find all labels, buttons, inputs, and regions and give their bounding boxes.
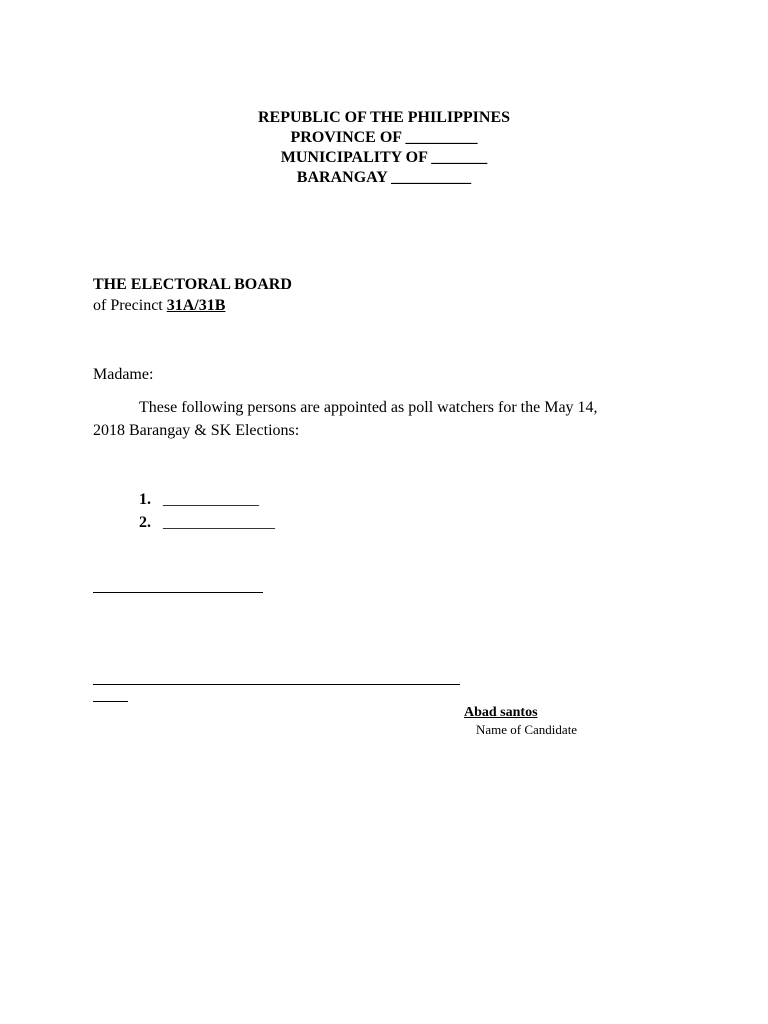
header-republic: REPUBLIC OF THE PHILIPPINES [257,109,511,126]
watcher-blank: ______________ [163,514,275,531]
candidate-caption: Name of Candidate [476,722,578,737]
header-barangay: BARANGAY __________ [296,169,472,186]
candidate-name: Abad santos [464,705,538,720]
watcher-number: 1. [139,491,151,508]
watcher-number: 2. [139,514,151,531]
watcher-item [139,490,259,510]
signature-line-short [93,592,263,593]
watcher-blank: ____________ [163,491,259,508]
signature-line-long [93,684,460,685]
body-line-1: These following persons are appointed as poll watchers for the May 14, [139,399,598,416]
signature-line-stub [93,701,128,702]
header-province: PROVINCE OF _________ [290,129,478,146]
watcher-item [139,513,275,533]
addressee-title: THE ELECTORAL BOARD [93,276,292,293]
precinct-prefix: of Precinct [93,297,167,314]
precinct-number: 31A/31B [166,297,226,314]
precinct-line [93,296,225,316]
salutation: Madame: [93,366,154,383]
header-municipality: MUNICIPALITY OF _______ [280,149,488,166]
body-line-2: 2018 Barangay & SK Elections: [93,422,300,439]
